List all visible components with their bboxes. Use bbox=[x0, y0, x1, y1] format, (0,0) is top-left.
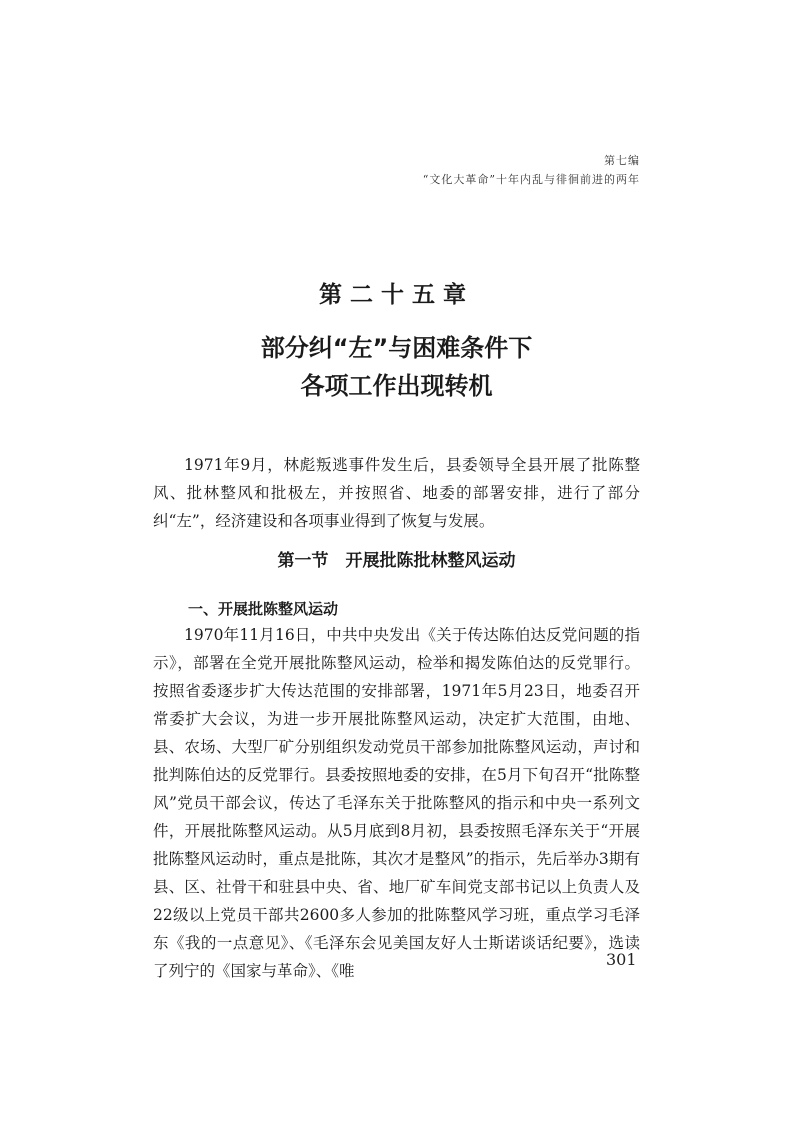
part-title: “文化大革命”十年内乱与徘徊前进的两年 bbox=[422, 173, 640, 186]
chapter-title-line1: 部分纠“左”与困难条件下 bbox=[260, 334, 533, 362]
chapter-title bbox=[0, 329, 793, 405]
part-label: 第七编 bbox=[604, 154, 640, 167]
running-header bbox=[423, 151, 640, 189]
intro-paragraph: 1971年9月，林彪叛逃事件发生后，县委领导全县开展了批陈整风、批林整风和批极左，并按照省、地委的部署安排，进行了部分纠“左”，经济建设和各项事业得到了恢复与发展。 bbox=[153, 456, 640, 530]
subsection-title: 一、开展批陈整风运动 bbox=[188, 600, 339, 618]
section-title: 第一节 开展批陈批林整风运动 bbox=[277, 551, 516, 571]
page-number: 301 bbox=[606, 950, 637, 969]
chapter-title-line2: 各项工作出现转机 bbox=[300, 372, 493, 400]
chapter-number: 第二十五章 bbox=[319, 282, 474, 308]
body-paragraph: 1970年11月16日，中共中央发出《关于传达陈伯达反党问题的指示》，部署在全党开展批陈整风运动，检举和揭发陈伯达的反党罪行。按照省委逐步扩大传达范围的安排部署，1971年5月23日，地委召开常委扩大会议，为进一步开展批陈整风运动，决定扩大范围，由地、县、农场、大型厂矿分别组织发动党员干部参加批陈整风运动，声讨和批判陈伯达的反党罪行。县委按照地委的安排，在5月下旬召开“批陈整风”党员干部会议，传达了毛泽东关于批陈整风的指示和中央一系列文件，开展批陈整风运动。从5月底到8月初，县委按照毛泽东关于“开展批陈整风运动时，重点是批陈，其次才是整风”的指示，先后举办3期有县、区、社骨干和驻县中央、省、地厂矿车间党支部书记以上负责人及22级以上党员干部共2600多人参加的批陈整风学习班，重点学习毛泽东《我的一点意见》、《毛泽东会见美国友好人士斯诺谈话纪要》，选读了列宁的《国家与革命》、《唯 bbox=[153, 626, 640, 980]
